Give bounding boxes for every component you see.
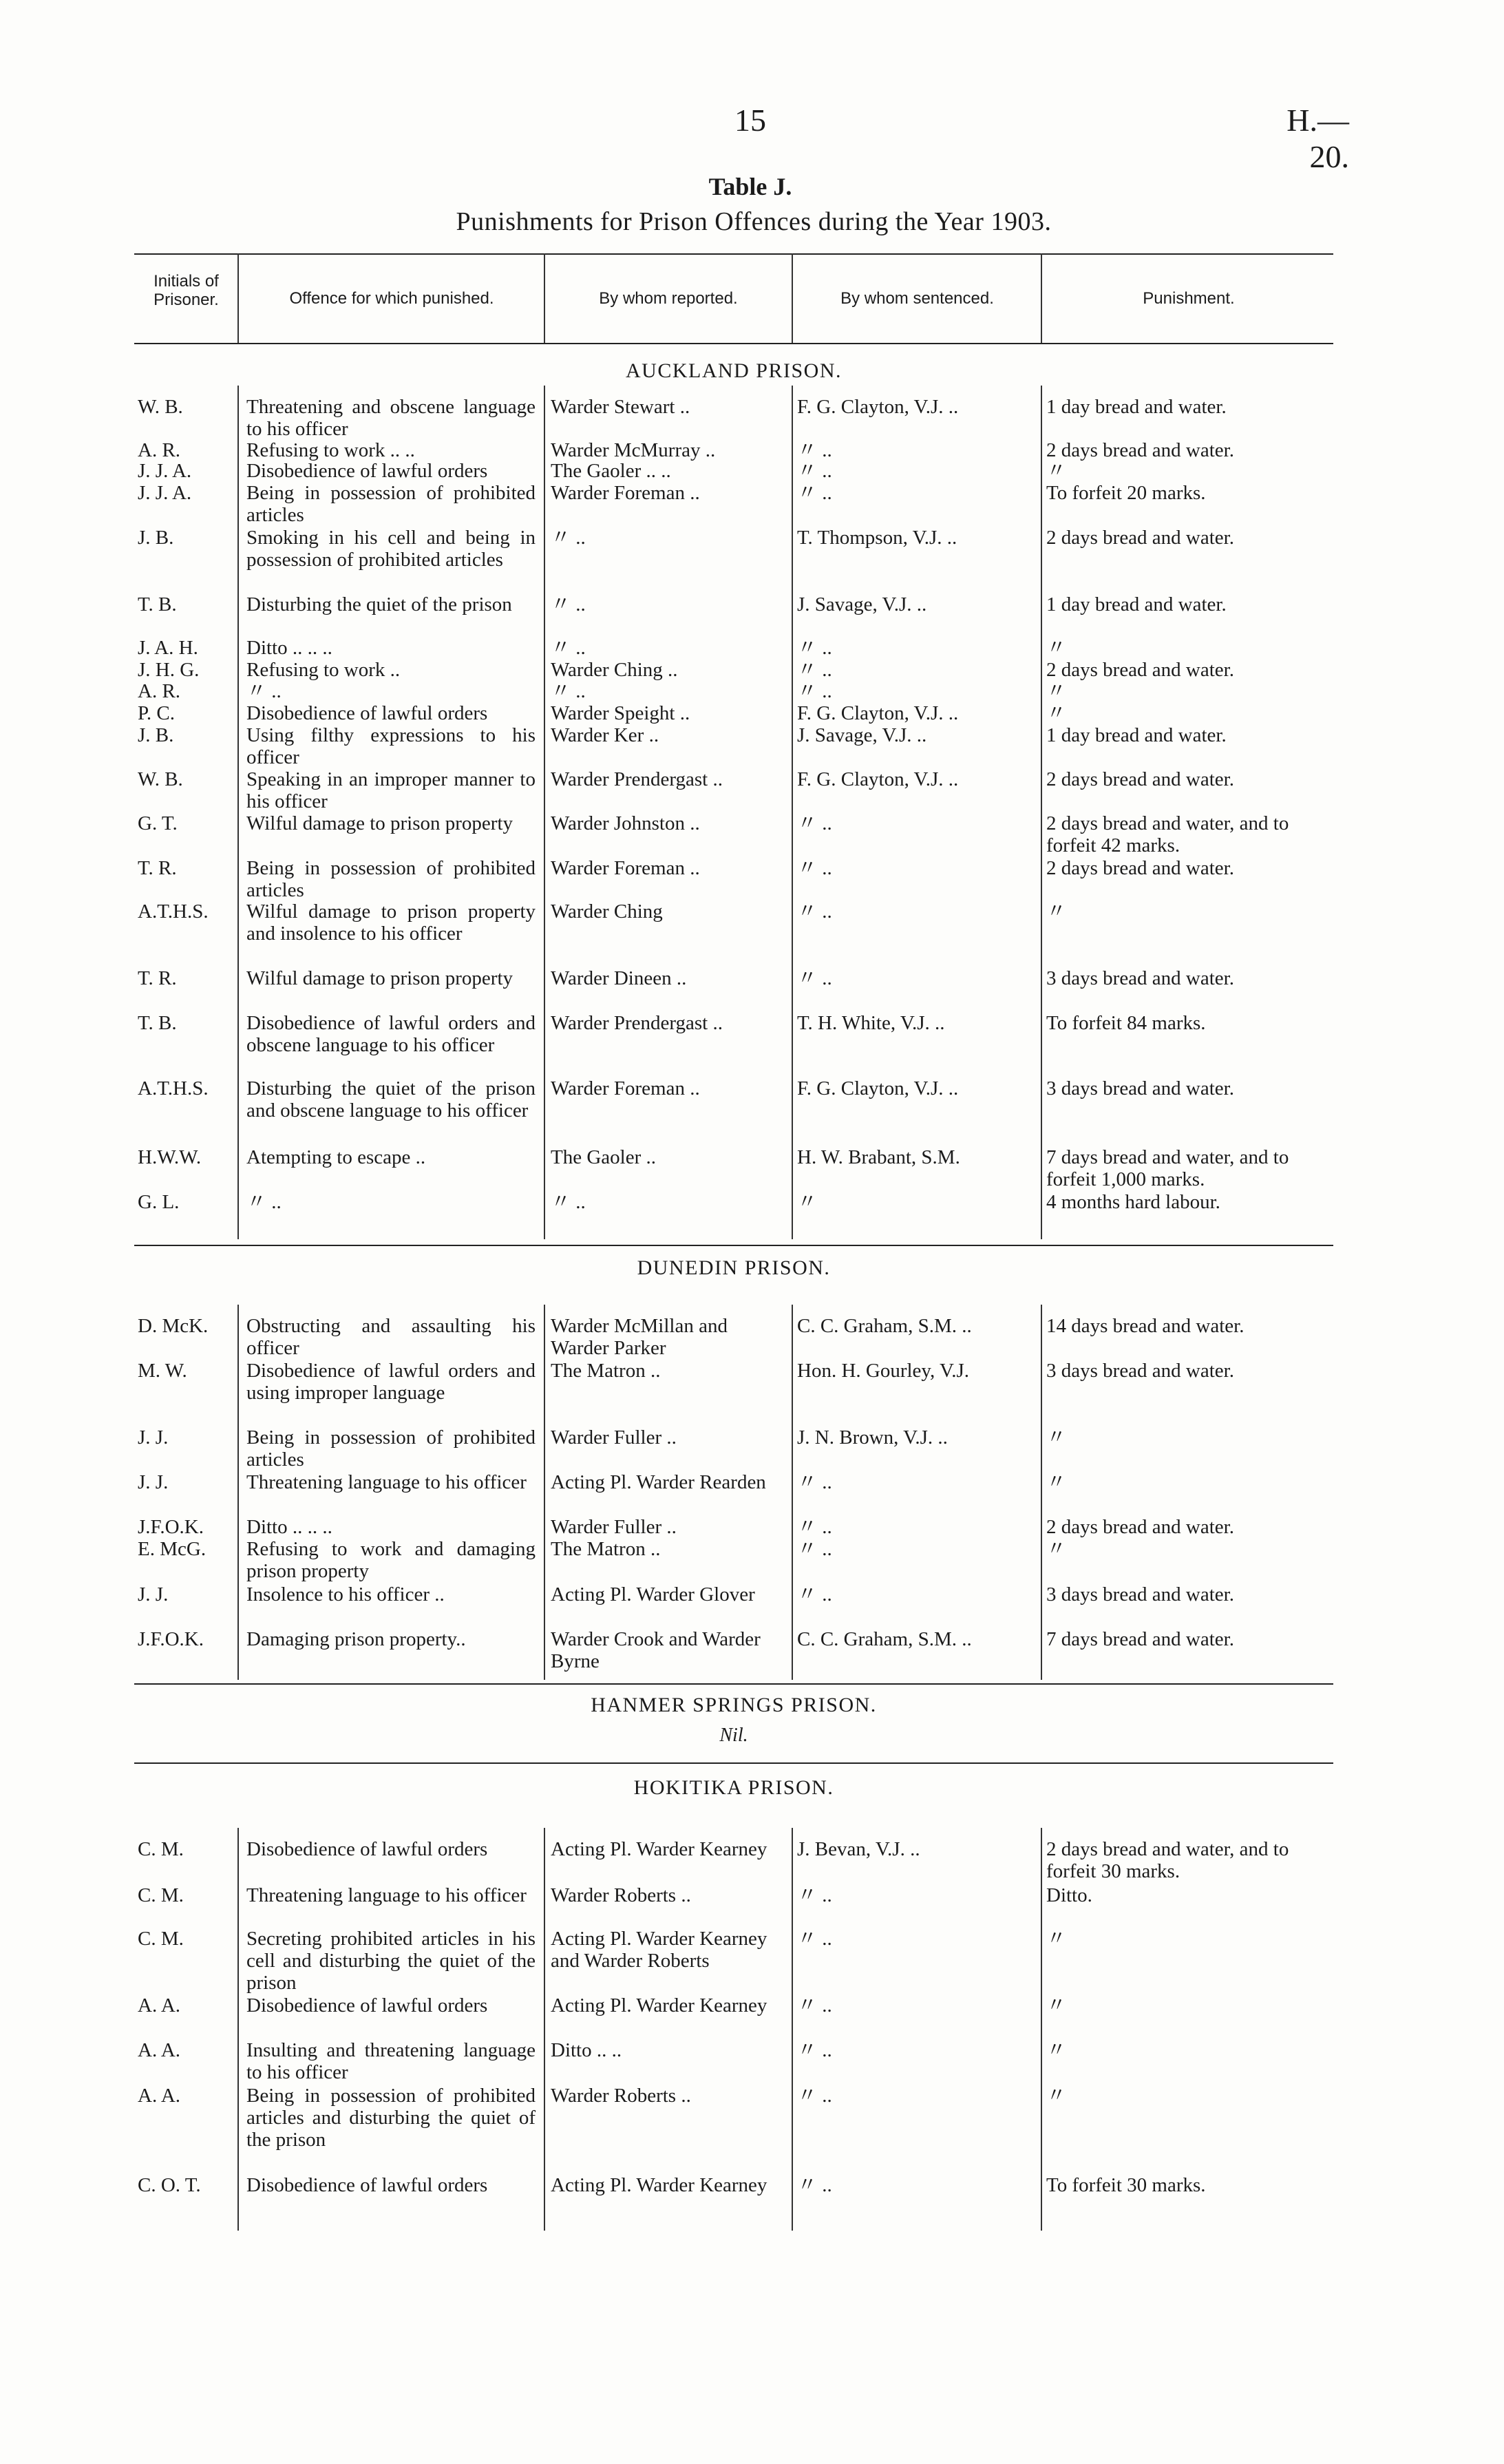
- document-reference: H.—20.: [1286, 103, 1349, 174]
- cell-offence: Being in possession of prohibited articles: [246, 482, 541, 526]
- cell-punishment: 〃: [1046, 1471, 1067, 1493]
- column-divider: [792, 1305, 793, 1680]
- column-divider: [544, 253, 545, 343]
- cell-punishment: 〃: [1046, 1928, 1067, 1950]
- cell-offence: Smoking in his cell and being in possession of prohibited articles: [246, 527, 541, 571]
- cell-reported-by: Warder Fuller ..: [551, 1516, 677, 1538]
- header-offence: Offence for which punished.: [289, 289, 494, 308]
- cell-initials: W. B.: [138, 768, 183, 790]
- cell-sentenced-by: 〃 ..: [797, 439, 832, 461]
- column-divider: [1041, 253, 1042, 343]
- cell-initials: A. R.: [138, 680, 181, 702]
- cell-punishment: 2 days bread and water.: [1046, 768, 1234, 790]
- cell-offence: Disturbing the quiet of the prison: [246, 593, 512, 615]
- cell-initials: T. R.: [138, 857, 177, 879]
- cell-punishment: To forfeit 20 marks.: [1046, 482, 1206, 504]
- cell-punishment: 2 days bread and water.: [1046, 857, 1234, 879]
- column-divider: [544, 386, 545, 1239]
- cell-sentenced-by: F. G. Clayton, V.J. ..: [797, 702, 959, 724]
- cell-punishment: 14 days bread and water.: [1046, 1315, 1244, 1337]
- cell-reported-by: Warder Prendergast ..: [551, 1012, 723, 1034]
- section-separator: [134, 1245, 1333, 1246]
- section-separator: [134, 1683, 1333, 1685]
- cell-sentenced-by: T. Thompson, V.J. ..: [797, 527, 957, 549]
- cell-offence: 〃 ..: [246, 1191, 282, 1213]
- cell-offence: Refusing to work ..: [246, 659, 401, 681]
- cell-sentenced-by: J. Savage, V.J. ..: [797, 724, 927, 746]
- section-title: DUNEDIN PRISON.: [637, 1256, 831, 1279]
- cell-offence: Refusing to work .. ..: [246, 439, 415, 461]
- cell-punishment: 〃: [1046, 1426, 1067, 1449]
- cell-sentenced-by: 〃 ..: [797, 1471, 832, 1493]
- cell-offence: Insulting and threatening language to his officer: [246, 2039, 541, 2083]
- cell-reported-by: Warder Foreman ..: [551, 857, 700, 879]
- cell-punishment: 1 day bread and water.: [1046, 724, 1227, 746]
- cell-offence: Damaging prison property..: [246, 1628, 466, 1650]
- cell-punishment: To forfeit 30 marks.: [1046, 2174, 1206, 2196]
- cell-initials: T. B.: [138, 1012, 177, 1034]
- cell-sentenced-by: F. G. Clayton, V.J. ..: [797, 396, 959, 418]
- cell-reported-by: Acting Pl. Warder Kearney: [551, 2174, 767, 2196]
- cell-initials: A. R.: [138, 439, 181, 461]
- cell-punishment: 〃: [1046, 680, 1067, 702]
- cell-punishment: 2 days bread and water.: [1046, 1516, 1234, 1538]
- cell-initials: J. J.: [138, 1471, 169, 1493]
- cell-sentenced-by: 〃 ..: [797, 1538, 832, 1560]
- cell-initials: J. B.: [138, 527, 174, 549]
- cell-reported-by: Warder Roberts ..: [551, 1884, 691, 1906]
- cell-sentenced-by: 〃 ..: [797, 637, 832, 659]
- cell-initials: W. B.: [138, 396, 183, 418]
- cell-offence: Wilful damage to prison property: [246, 812, 513, 834]
- cell-sentenced-by: 〃 ..: [797, 1994, 832, 2017]
- cell-initials: G. L.: [138, 1191, 180, 1213]
- cell-initials: C. M.: [138, 1884, 184, 1906]
- cell-punishment: 〃: [1046, 702, 1067, 724]
- cell-offence: Disobedience of lawful orders: [246, 1838, 488, 1860]
- cell-reported-by: Warder Ching ..: [551, 659, 678, 681]
- header-punishment: Punishment.: [1143, 289, 1235, 308]
- cell-initials: A. A.: [138, 2039, 181, 2061]
- cell-sentenced-by: 〃: [797, 1191, 818, 1213]
- cell-sentenced-by: F. G. Clayton, V.J. ..: [797, 1077, 959, 1099]
- cell-initials: H.W.W.: [138, 1146, 202, 1168]
- cell-initials: C. M.: [138, 1838, 184, 1860]
- cell-offence: Disobedience of lawful orders and obscene language to his officer: [246, 1012, 541, 1056]
- cell-punishment: 〃: [1046, 2039, 1067, 2061]
- column-divider: [1041, 1305, 1042, 1680]
- section-separator: [134, 1762, 1333, 1764]
- cell-offence: Disobedience of lawful orders: [246, 2174, 488, 2196]
- cell-initials: J. J. A.: [138, 460, 192, 482]
- cell-sentenced-by: 〃 ..: [797, 2039, 832, 2061]
- cell-reported-by: Warder Foreman ..: [551, 482, 700, 504]
- cell-punishment: 3 days bread and water.: [1046, 967, 1234, 989]
- cell-initials: J. J.: [138, 1583, 169, 1605]
- cell-reported-by: Warder Fuller ..: [551, 1426, 677, 1449]
- cell-punishment: 〃: [1046, 901, 1067, 923]
- cell-offence: Being in possession of prohibited articles and disturbing the quiet of the prison: [246, 2085, 541, 2151]
- cell-sentenced-by: Hon. H. Gourley, V.J.: [797, 1360, 969, 1382]
- cell-reported-by: The Gaoler .. ..: [551, 460, 671, 482]
- column-divider: [544, 1305, 545, 1680]
- cell-sentenced-by: H. W. Brabant, S.M.: [797, 1146, 960, 1168]
- cell-punishment: 3 days bread and water.: [1046, 1077, 1234, 1099]
- cell-sentenced-by: J. Bevan, V.J. ..: [797, 1838, 920, 1860]
- cell-reported-by: Acting Pl. Warder Glover: [551, 1583, 755, 1605]
- cell-offence: Refusing to work and damaging prison property: [246, 1538, 541, 1582]
- cell-initials: A. A.: [138, 1994, 181, 2017]
- cell-sentenced-by: C. C. Graham, S.M. ..: [797, 1628, 972, 1650]
- section-note: Nil.: [719, 1725, 748, 1746]
- cell-offence: Wilful damage to prison property: [246, 967, 513, 989]
- cell-reported-by: 〃 ..: [551, 527, 586, 549]
- cell-sentenced-by: 〃 ..: [797, 482, 832, 504]
- cell-reported-by: Warder Prendergast ..: [551, 768, 723, 790]
- cell-reported-by: 〃 ..: [551, 593, 586, 615]
- cell-reported-by: Warder Dineen ..: [551, 967, 687, 989]
- cell-sentenced-by: T. H. White, V.J. ..: [797, 1012, 945, 1034]
- cell-reported-by: Acting Pl. Warder Kearney: [551, 1994, 767, 2017]
- cell-initials: E. McG.: [138, 1538, 206, 1560]
- cell-sentenced-by: 〃 ..: [797, 901, 832, 923]
- cell-offence: Ditto .. .. ..: [246, 1516, 332, 1538]
- cell-sentenced-by: 〃 ..: [797, 857, 832, 879]
- cell-reported-by: Warder Crook and Warder Byrne: [551, 1628, 766, 1672]
- column-divider: [792, 386, 793, 1239]
- header-initials: Initials of Prisoner.: [153, 272, 219, 309]
- cell-initials: J. A. H.: [138, 637, 198, 659]
- cell-sentenced-by: 〃 ..: [797, 1928, 832, 1950]
- cell-initials: P. C.: [138, 702, 176, 724]
- cell-punishment: 〃: [1046, 460, 1067, 482]
- cell-offence: Using filthy expressions to his officer: [246, 724, 541, 768]
- cell-offence: Disturbing the quiet of the prison and obscene language to his officer: [246, 1077, 541, 1122]
- cell-offence: Secreting prohibited articles in his cell and disturbing the quiet of the prison: [246, 1928, 541, 1994]
- cell-sentenced-by: 〃 ..: [797, 812, 832, 834]
- cell-punishment: 3 days bread and water.: [1046, 1583, 1234, 1605]
- cell-offence: Disobedience of lawful orders: [246, 460, 488, 482]
- column-divider: [237, 1828, 239, 2231]
- cell-punishment: 〃: [1046, 1538, 1067, 1560]
- table-title: Punishments for Prison Offences during the Year 1903.: [456, 207, 1052, 236]
- cell-offence: Disobedience of lawful orders: [246, 1994, 488, 2017]
- cell-sentenced-by: 〃 ..: [797, 1583, 832, 1605]
- cell-reported-by: Warder Stewart ..: [551, 396, 690, 418]
- column-divider: [792, 1828, 793, 2231]
- cell-reported-by: Warder McMillan and Warder Parker: [551, 1315, 732, 1359]
- cell-initials: J. J.: [138, 1426, 169, 1449]
- page-number: 15: [734, 103, 766, 138]
- header-top-rule: [134, 253, 1333, 255]
- column-divider: [792, 253, 793, 343]
- cell-punishment: 2 days bread and water, and to forfeit 42 marks.: [1046, 812, 1294, 856]
- cell-reported-by: Acting Pl. Warder Rearden: [551, 1471, 766, 1493]
- cell-reported-by: 〃 ..: [551, 637, 586, 659]
- cell-reported-by: Warder Ching: [551, 901, 663, 923]
- cell-reported-by: Warder Ker ..: [551, 724, 659, 746]
- cell-offence: Disobedience of lawful orders and using improper language: [246, 1360, 541, 1404]
- cell-offence: 〃 ..: [246, 680, 282, 702]
- cell-initials: A. A.: [138, 2085, 181, 2107]
- cell-initials: J. H. G.: [138, 659, 200, 681]
- header-sentenced: By whom sentenced.: [840, 289, 994, 308]
- cell-sentenced-by: 〃 ..: [797, 659, 832, 681]
- cell-sentenced-by: 〃 ..: [797, 1884, 832, 1906]
- cell-offence: Ditto .. .. ..: [246, 637, 332, 659]
- cell-offence: Atempting to escape ..: [246, 1146, 426, 1168]
- column-divider: [1041, 1828, 1042, 2231]
- cell-reported-by: Warder Johnston ..: [551, 812, 700, 834]
- cell-offence: Speaking in an improper manner to his officer: [246, 768, 541, 812]
- section-title: HOKITIKA PRISON.: [633, 1776, 834, 1799]
- section-title: HANMER SPRINGS PRISON.: [591, 1694, 877, 1716]
- cell-reported-by: 〃 ..: [551, 680, 586, 702]
- table-label: Table J.: [708, 173, 792, 200]
- cell-initials: J. B.: [138, 724, 174, 746]
- cell-sentenced-by: 〃 ..: [797, 2174, 832, 2196]
- cell-initials: A.T.H.S.: [138, 1077, 209, 1099]
- header-bottom-rule: [134, 343, 1333, 344]
- cell-offence: Wilful damage to prison property and insolence to his officer: [246, 901, 541, 945]
- cell-punishment: 3 days bread and water.: [1046, 1360, 1234, 1382]
- cell-punishment: Ditto.: [1046, 1884, 1092, 1906]
- cell-punishment: 4 months hard labour.: [1046, 1191, 1220, 1213]
- cell-offence: Disobedience of lawful orders: [246, 702, 488, 724]
- column-divider: [1041, 386, 1042, 1239]
- cell-punishment: 2 days bread and water.: [1046, 527, 1234, 549]
- cell-reported-by: Acting Pl. Warder Kearney and Warder Roberts: [551, 1928, 772, 1972]
- cell-reported-by: Warder Foreman ..: [551, 1077, 700, 1099]
- cell-offence: Obstructing and assaulting his officer: [246, 1315, 541, 1359]
- cell-sentenced-by: F. G. Clayton, V.J. ..: [797, 768, 959, 790]
- cell-initials: J. J. A.: [138, 482, 192, 504]
- cell-offence: Being in possession of prohibited articles: [246, 1426, 541, 1471]
- cell-sentenced-by: 〃 ..: [797, 967, 832, 989]
- cell-initials: D. McK.: [138, 1315, 209, 1337]
- cell-initials: T. B.: [138, 593, 177, 615]
- cell-reported-by: The Matron ..: [551, 1360, 661, 1382]
- cell-punishment: 7 days bread and water, and to forfeit 1,000 marks.: [1046, 1146, 1294, 1190]
- cell-offence: Insolence to his officer ..: [246, 1583, 445, 1605]
- cell-punishment: 7 days bread and water.: [1046, 1628, 1234, 1650]
- cell-initials: J.F.O.K.: [138, 1628, 204, 1650]
- cell-reported-by: Warder McMurray ..: [551, 439, 716, 461]
- cell-sentenced-by: J. Savage, V.J. ..: [797, 593, 927, 615]
- column-divider: [237, 253, 239, 343]
- cell-initials: C. O. T.: [138, 2174, 201, 2196]
- column-divider: [544, 1828, 545, 2231]
- cell-punishment: 1 day bread and water.: [1046, 593, 1227, 615]
- cell-punishment: To forfeit 84 marks.: [1046, 1012, 1206, 1034]
- cell-punishment: 〃: [1046, 637, 1067, 659]
- cell-reported-by: Warder Speight ..: [551, 702, 690, 724]
- cell-initials: M. W.: [138, 1360, 187, 1382]
- cell-punishment: 2 days bread and water.: [1046, 439, 1234, 461]
- cell-reported-by: Ditto .. ..: [551, 2039, 622, 2061]
- cell-initials: A.T.H.S.: [138, 901, 209, 923]
- header-reported: By whom reported.: [599, 289, 738, 308]
- cell-sentenced-by: C. C. Graham, S.M. ..: [797, 1315, 972, 1337]
- cell-offence: Threatening and obscene language to his officer: [246, 396, 541, 440]
- cell-punishment: 〃: [1046, 1994, 1067, 2017]
- cell-initials: T. R.: [138, 967, 177, 989]
- column-divider: [237, 386, 239, 1239]
- cell-punishment: 1 day bread and water.: [1046, 396, 1227, 418]
- cell-punishment: 2 days bread and water, and to forfeit 30 marks.: [1046, 1838, 1294, 1882]
- cell-punishment: 〃: [1046, 2085, 1067, 2107]
- cell-offence: Threatening language to his officer: [246, 1471, 527, 1493]
- cell-initials: C. M.: [138, 1928, 184, 1950]
- column-divider: [237, 1305, 239, 1680]
- cell-offence: Being in possession of prohibited articles: [246, 857, 541, 901]
- cell-reported-by: Warder Roberts ..: [551, 2085, 691, 2107]
- cell-reported-by: 〃 ..: [551, 1191, 586, 1213]
- cell-reported-by: The Matron ..: [551, 1538, 661, 1560]
- cell-initials: G. T.: [138, 812, 178, 834]
- cell-reported-by: The Gaoler ..: [551, 1146, 656, 1168]
- cell-initials: J.F.O.K.: [138, 1516, 204, 1538]
- cell-sentenced-by: J. N. Brown, V.J. ..: [797, 1426, 948, 1449]
- cell-sentenced-by: 〃 ..: [797, 680, 832, 702]
- cell-offence: Threatening language to his officer: [246, 1884, 527, 1906]
- cell-punishment: 2 days bread and water.: [1046, 659, 1234, 681]
- cell-sentenced-by: 〃 ..: [797, 1516, 832, 1538]
- cell-sentenced-by: 〃 ..: [797, 460, 832, 482]
- section-title: AUCKLAND PRISON.: [625, 359, 843, 382]
- cell-reported-by: Acting Pl. Warder Kearney: [551, 1838, 767, 1860]
- cell-sentenced-by: 〃 ..: [797, 2085, 832, 2107]
